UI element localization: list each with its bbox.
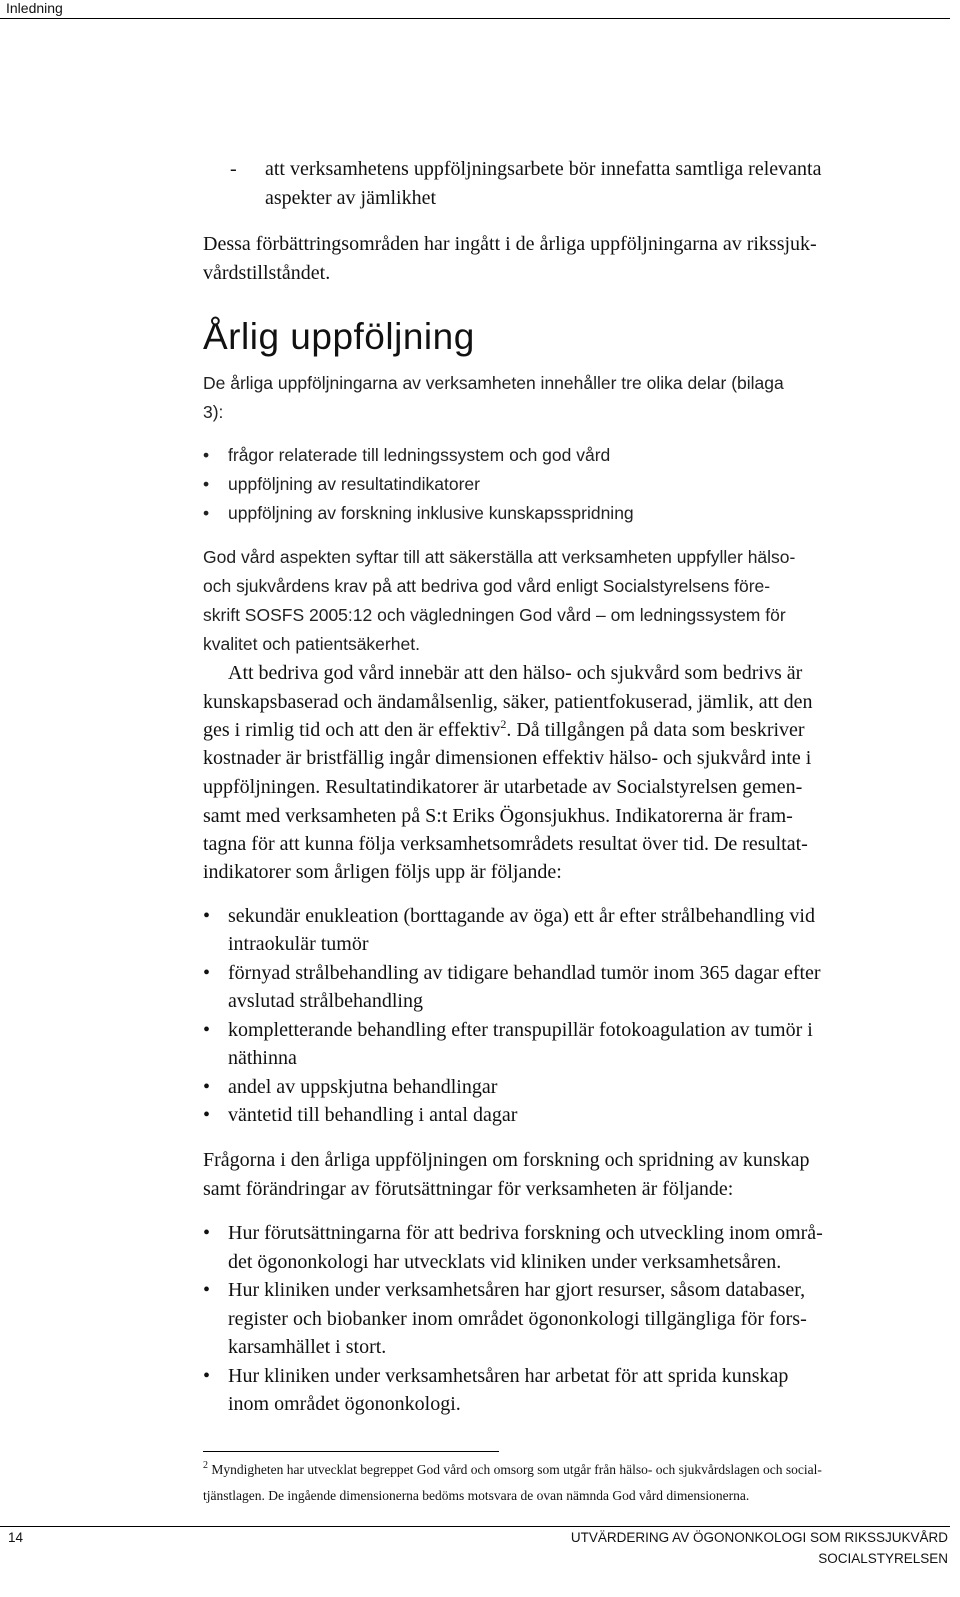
main-line-3-cont: . Då tillgången på data som beskriver xyxy=(506,719,805,741)
bullet-icon: • xyxy=(203,905,211,927)
bullet-icon: • xyxy=(203,503,210,523)
main-line-1: Att bedriva god vård innebär att den hälso- och sjukvård som bedrivs är xyxy=(228,662,803,684)
list-item-cont: det ögononkologi har utvecklats vid kliniken under verksamhetsåren. xyxy=(228,1251,782,1273)
godvard-line-1: God vård aspekten syftar till att säkerställa att verksamheten uppfyller hälso- xyxy=(203,547,796,567)
list-item: väntetid till behandling i antal dagar xyxy=(228,1104,518,1126)
list-item-cont: näthinna xyxy=(228,1047,297,1069)
section-name: Inledning xyxy=(6,0,63,16)
list-item: frågor relaterade till ledningssystem och god vård xyxy=(228,445,611,465)
main-line-8: indikatorer som årligen följs upp är följande: xyxy=(203,861,562,883)
footnote-line-1 xyxy=(203,1459,822,1480)
footnote-mark: 2 xyxy=(203,1460,208,1471)
footer-divider xyxy=(0,1526,950,1527)
list-item: Hur kliniken under verksamhetsåren har gjort resurser, såsom databaser, xyxy=(228,1279,806,1301)
main-line-2: kunskapsbaserad och ändamålsenlig, säker, patientfokuserad, jämlik, att den xyxy=(203,691,813,713)
list-item-cont: karsamhället i stort. xyxy=(228,1336,387,1358)
bullet-icon: • xyxy=(203,445,210,465)
publisher: SOCIALSTYRELSEN xyxy=(818,1551,948,1566)
list-item: uppföljning av resultatindikatorer xyxy=(228,474,480,494)
bullet-icon: • xyxy=(203,1019,211,1041)
bullet-icon: • xyxy=(203,1222,211,1244)
list-item: sekundär enukleation (borttagande av öga) ett år efter strålbehandling vid xyxy=(228,905,815,927)
running-header xyxy=(0,0,950,19)
lead-line-2: 3): xyxy=(203,402,224,422)
bullet-icon: • xyxy=(203,474,210,494)
list-item-cont: inom området ögononkologi. xyxy=(228,1393,461,1415)
main-line-3 xyxy=(203,716,805,745)
main-line-4: kostnader är bristfällig ingår dimensionen effektiv hälso- och sjukvård inte i xyxy=(203,747,812,769)
dash-item-line-1: att verksamhetens uppföljningsarbete bör innefatta samtliga relevanta xyxy=(265,158,822,180)
intro-para-line-2: vårdstillståndet. xyxy=(203,262,331,284)
list-item: andel av uppskjutna behandlingar xyxy=(228,1076,498,1098)
godvard-line-3: skrift SOSFS 2005:12 och vägledningen God vård – om ledningssystem för xyxy=(203,605,786,625)
footnote-divider xyxy=(203,1451,499,1452)
lead-line-1: De årliga uppföljningarna av verksamheten innehåller tre olika delar (bilaga xyxy=(203,373,784,393)
list-item-cont: avslutad strålbehandling xyxy=(228,990,423,1012)
main-line-7: tagna för att kunna följa verksamhetsområdets resultat över tid. De resultat- xyxy=(203,833,808,855)
godvard-line-4: kvalitet och patientsäkerhet. xyxy=(203,634,420,654)
bullet-icon: • xyxy=(203,1104,211,1126)
list-item: förnyad strålbehandling av tidigare behandlad tumör inom 365 dagar efter xyxy=(228,962,821,984)
list-item-cont: intraokulär tumör xyxy=(228,933,369,955)
questions-intro-line-2: samt förändringar av förutsättningar för verksamheten är följande: xyxy=(203,1178,734,1200)
dash-marker: - xyxy=(230,158,237,180)
document-title: UTVÄRDERING AV ÖGONONKOLOGI SOM RIKSSJUKVÅRD xyxy=(570,1530,948,1545)
bullet-icon: • xyxy=(203,1279,211,1301)
dash-item-line-2: aspekter av jämlikhet xyxy=(265,187,437,209)
footnote-line-2: tjänstlagen. De ingående dimensionerna bedöms motsvara de ovan nämnda God vård dimensionerna. xyxy=(203,1488,750,1503)
list-item: uppföljning av forskning inklusive kunskapsspridning xyxy=(228,503,634,523)
list-item-cont: register och biobanker inom området ögononkologi tillgängliga för fors- xyxy=(228,1308,807,1330)
main-line-3-text: ges i rimlig tid och att den är effektiv xyxy=(203,719,501,741)
godvard-line-2: och sjukvårdens krav på att bedriva god vård enligt Socialstyrelsens före- xyxy=(203,576,771,596)
list-item: Hur kliniken under verksamhetsåren har arbetat för att sprida kunskap xyxy=(228,1365,789,1387)
footnote-text-1: Myndigheten har utvecklat begreppet God vård och omsorg som utgår från hälso- och sjukvårdslagen och social- xyxy=(211,1462,822,1477)
bullet-icon: • xyxy=(203,1365,211,1387)
bullet-icon: • xyxy=(203,1076,211,1098)
section-heading: Årlig uppföljning xyxy=(203,316,475,357)
page-number: 14 xyxy=(8,1530,24,1545)
footnote-reference: 2 xyxy=(500,717,507,731)
intro-para-line-1: Dessa förbättringsområden har ingått i de årliga uppföljningarna av rikssjuk- xyxy=(203,233,817,255)
bullet-icon: • xyxy=(203,962,211,984)
questions-intro-line-1: Frågorna i den årliga uppföljningen om forskning och spridning av kunskap xyxy=(203,1149,810,1171)
main-line-5: uppföljningen. Resultatindikatorer är utarbetade av Socialstyrelsen gemen- xyxy=(203,776,803,798)
main-line-6: samt med verksamheten på S:t Eriks Ögonsjukhus. Indikatorerna är fram- xyxy=(203,805,793,827)
list-item: Hur förutsättningarna för att bedriva forskning och utveckling inom områ- xyxy=(228,1222,823,1244)
list-item: kompletterande behandling efter transpupillär fotokoagulation av tumör i xyxy=(228,1019,813,1041)
